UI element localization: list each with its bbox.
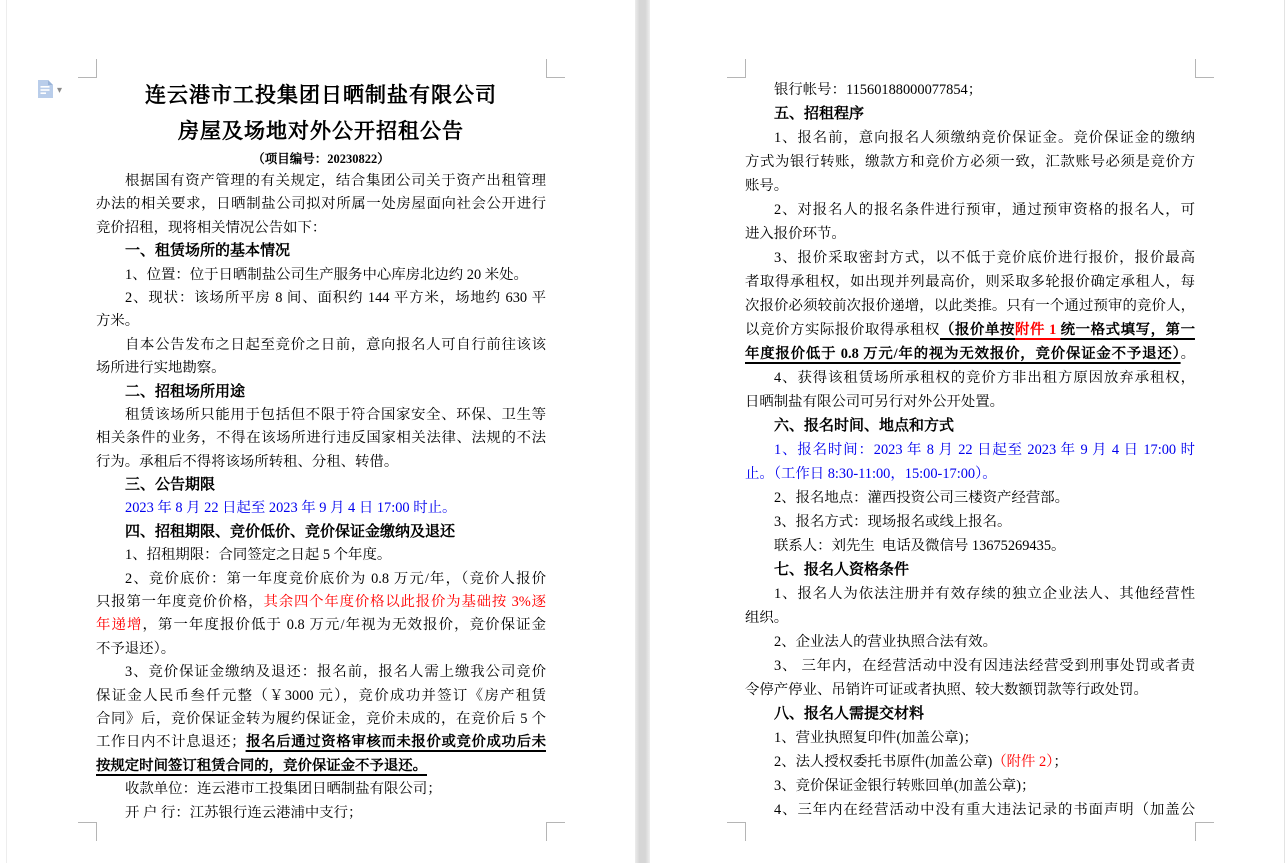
text-run: 1、报名前，意向报名人须缴纳竞价保证金。竞价保证金的缴纳 xyxy=(774,130,1195,146)
doc-line xyxy=(745,390,1195,414)
doc-line xyxy=(745,246,1195,270)
doc-line xyxy=(745,78,1195,102)
doc-title-line-2: 房屋及场地对外公开招租公告 xyxy=(178,119,464,143)
text-run: 2、竞价底价：第一年度竞价底价为 0.8 万元/年，（竞价人报价 xyxy=(125,570,546,587)
text-run: 不予退还）。 xyxy=(96,640,176,657)
text-run: 租赁该场所只能用于包括但不限于符合国家安全、环保、卫生等 xyxy=(125,406,546,423)
text-run: 八、报名人需提交材料 xyxy=(774,706,925,722)
text-run: 年度报价低于 0.8 万元/年的视为无效报价，竞价保证金不予退还） xyxy=(745,346,1181,362)
text-run: 保证金人民币叁仟元整（￥3000 元），竞价成功并签订《房产租赁 xyxy=(96,687,546,704)
text-run: 行为。承租后不得将该场所转租、分租、转借。 xyxy=(96,453,399,470)
text-run: 4、三年内在经营活动中没有重大违法记录的书面声明（加盖公 xyxy=(774,802,1195,818)
text-run: 进入报价环节。 xyxy=(745,226,846,242)
doc-line xyxy=(745,270,1195,294)
doc-line xyxy=(96,193,546,216)
crop-mark xyxy=(546,822,565,841)
text-run: 附件 1 xyxy=(1014,322,1061,338)
doc-line xyxy=(745,726,1195,750)
crop-mark xyxy=(1195,822,1214,841)
doc-line xyxy=(96,685,546,708)
text-run: 合同》后，竞价保证金转为履约保证金，竞价未成的，在竞价后 5 个 xyxy=(96,710,546,727)
doc-line xyxy=(745,438,1195,462)
text-run: 五、招租程序 xyxy=(774,106,865,122)
text-run: 组织。 xyxy=(745,610,789,626)
doc-line xyxy=(96,802,546,825)
doc-line xyxy=(745,486,1195,510)
text-run: 2、现状：该场所平房 8 间、面积约 144 平方米，场地约 630 平 xyxy=(125,289,546,306)
doc-line xyxy=(745,702,1195,726)
page-2 xyxy=(650,0,1285,863)
doc-line xyxy=(745,150,1195,174)
doc-line xyxy=(745,222,1195,246)
doc-line xyxy=(96,310,546,333)
doc-line xyxy=(96,568,546,591)
doc-line xyxy=(745,462,1195,486)
page-1 xyxy=(6,0,636,863)
text-run: 工作日内不计息退还； xyxy=(96,734,246,751)
text-run: ； xyxy=(1053,754,1068,770)
crop-mark xyxy=(1195,59,1214,78)
text-run: 场所进行实地勘察。 xyxy=(96,360,226,377)
doc-line xyxy=(96,544,546,567)
text-run: 以竞价方实际报价取得承租权 xyxy=(745,322,940,338)
doc-line xyxy=(96,614,546,637)
text-run: 3、报价采取密封方式，以不低于竞价底价进行报价，报价最高 xyxy=(774,250,1195,266)
page-1-text xyxy=(96,170,546,825)
text-run: 2、法人授权委托书原件(加盖公章) xyxy=(774,754,993,770)
text-run: 3、 三年内，在经营活动中没有因违法经营受到刑事处罚或者责 xyxy=(774,658,1195,674)
paste-options-button[interactable] xyxy=(37,78,77,104)
crop-mark xyxy=(546,59,565,78)
text-run: 方米。 xyxy=(96,313,140,330)
text-run: 账号。 xyxy=(745,178,789,194)
doc-line xyxy=(745,102,1195,126)
text-run: 2、企业法人的营业执照合法有效。 xyxy=(774,634,998,650)
doc-line xyxy=(745,534,1195,558)
text-run: 统一格式填写，第一 xyxy=(1060,322,1195,338)
doc-line xyxy=(96,381,546,404)
text-run: 七、报名人资格条件 xyxy=(774,562,910,578)
text-run: ，第一年度报价低于 0.8 万元/年视为无效报价，竞价保证金 xyxy=(142,617,546,634)
page-2-content xyxy=(745,0,1195,822)
text-run: 2、报名地点：灌西投资公司三楼资产经营部。 xyxy=(774,490,1070,506)
text-run: 按规定时间签订租赁合同的，竞价保证金不予退还。 xyxy=(96,757,427,774)
doc-line xyxy=(745,174,1195,198)
text-run: 年递增 xyxy=(96,617,143,634)
doc-line xyxy=(745,630,1195,654)
doc-line xyxy=(96,287,546,310)
doc-line xyxy=(96,404,546,427)
crop-mark xyxy=(727,59,746,78)
text-run: 六、报名时间、地点和方式 xyxy=(774,418,955,434)
page-gap xyxy=(635,0,650,863)
dropdown-arrow-icon: ▾ xyxy=(57,85,63,96)
text-run: 其余四个年度价格以此报价为基础按 3%逐 xyxy=(263,594,546,611)
doc-line xyxy=(745,126,1195,150)
doc-line xyxy=(96,474,546,497)
text-run: 收款单位：连云港市工投集团日晒制盐有限公司； xyxy=(125,781,442,798)
text-run: （附件 2） xyxy=(992,754,1054,770)
doc-line xyxy=(96,170,546,193)
doc-line xyxy=(745,678,1195,702)
doc-title-line-1: 连云港市工投集团日晒制盐有限公司 xyxy=(145,83,497,107)
doc-line xyxy=(96,778,546,801)
text-run: 方式为银行转账，缴款方和竞价方必须一致，汇款账号必须是竞价方 xyxy=(745,154,1195,170)
doc-line xyxy=(745,582,1195,606)
doc-line xyxy=(745,294,1195,318)
text-run: 2、对报名人的报名条件进行预审，通过预审资格的报名人，可 xyxy=(774,202,1195,218)
doc-line xyxy=(96,240,546,263)
doc-line xyxy=(745,606,1195,630)
page-1-content xyxy=(96,0,546,825)
doc-line xyxy=(745,750,1195,774)
text-run: 银行帐号：11560188000077854； xyxy=(774,82,983,98)
doc-line xyxy=(96,451,546,474)
doc-line xyxy=(96,708,546,731)
text-run: 1、报名人为依法注册并有效存续的独立企业法人、其他经营性 xyxy=(774,586,1195,602)
doc-line xyxy=(745,798,1195,822)
doc-line xyxy=(96,264,546,287)
doc-line xyxy=(745,510,1195,534)
text-run: 二、招租场所用途 xyxy=(125,383,246,400)
text-run: 根据国有资产管理的有关规定，结合集团公司关于资产出租管理 xyxy=(125,173,546,189)
doc-line xyxy=(96,497,546,520)
doc-line xyxy=(96,638,546,661)
text-run: 1、位置：位于日晒制盐公司生产服务中心库房北边约 20 米处。 xyxy=(125,266,528,283)
doc-line xyxy=(745,198,1195,222)
doc-line xyxy=(96,217,546,240)
text-run: 日晒制盐有限公司可另行对外公开处置。 xyxy=(745,394,1005,410)
doc-project-number: （项目编号：20230822） xyxy=(252,152,390,166)
text-run: 开 户 行：江苏银行连云港浦中支行； xyxy=(125,804,363,821)
doc-line xyxy=(96,591,546,614)
text-run: 3、竞价保证金缴纳及退还：报名前，报名人需上缴我公司竞价 xyxy=(125,664,546,681)
doc-line xyxy=(96,427,546,450)
text-run: 竞价招租，现将相关情况公告如下： xyxy=(96,219,327,236)
text-run: 1、报名时间：2023 年 8 月 22 日起至 2023 年 9 月 4 日 17:00 时 xyxy=(774,442,1195,458)
text-run: 一、租赁场所的基本情况 xyxy=(125,243,291,260)
text-run: 3、竞价保证金银行转账回单(加盖公章)； xyxy=(774,778,1036,794)
text-run: 止。（工作日 8:30-11:00，15:00-17:00）。 xyxy=(745,466,997,482)
text-run: 1、营业执照复印件(加盖公章)； xyxy=(774,730,978,746)
doc-line xyxy=(96,334,546,357)
text-run: 联系人：刘先生 电话及微信号 13675269435。 xyxy=(774,538,1066,554)
text-run: 次报价必须较前次报价递增，以此类推。只有一个通过预审的竞价人， xyxy=(745,298,1195,314)
doc-line xyxy=(96,731,546,754)
text-run: 。 xyxy=(1180,346,1195,362)
text-run: 2023 年 8 月 22 日起至 2023 年 9 月 4 日 17:00 时止。 xyxy=(125,500,457,517)
text-run: 三、公告期限 xyxy=(125,477,216,494)
doc-line xyxy=(96,661,546,684)
text-run: 只报第一年度竞价价格， xyxy=(96,594,264,611)
text-run: 3、报名方式：现场报名或线上报名。 xyxy=(774,514,1012,530)
text-run: 1、招租期限：合同签定之日起 5 个年度。 xyxy=(125,547,392,564)
text-run: 相关条件的业务，不得在该场所进行违反国家相关法律、法规的不法 xyxy=(96,430,546,447)
text-run: 报名后通过资格审核而未报价或竞价成功后未 xyxy=(245,734,546,751)
crop-mark xyxy=(727,822,746,841)
doc-line xyxy=(96,521,546,544)
doc-line xyxy=(745,414,1195,438)
doc-line xyxy=(745,558,1195,582)
doc-line xyxy=(96,755,546,778)
crop-mark xyxy=(78,822,97,841)
doc-line xyxy=(745,366,1195,390)
text-run: （报价单按 xyxy=(939,322,1015,338)
doc-line xyxy=(745,318,1195,342)
crop-mark xyxy=(78,59,97,78)
doc-line xyxy=(745,774,1195,798)
doc-line xyxy=(745,342,1195,366)
clipboard-document-icon xyxy=(37,80,53,103)
text-run: 四、招租期限、竞价低价、竞价保证金缴纳及退还 xyxy=(125,523,456,540)
doc-line xyxy=(745,654,1195,678)
text-run: 自本公告发布之日起至竞价之日前，意向报名人可自行前往该该 xyxy=(125,336,546,353)
doc-line xyxy=(96,357,546,380)
text-run: 令停产停业、吊销许可证或者执照、较大数额罚款等行政处罚。 xyxy=(745,682,1148,698)
text-run: 者取得承租权，如出现并列最高价，则采取多轮报价确定承租人，每 xyxy=(745,274,1195,290)
text-run: 4、获得该租赁场所承租权的竞价方非出租方原因放弃承租权， xyxy=(774,370,1195,386)
page-2-text xyxy=(745,78,1195,822)
text-run: 办法的相关要求，日晒制盐公司拟对所属一处房屋面向社会公开进行 xyxy=(96,196,546,213)
